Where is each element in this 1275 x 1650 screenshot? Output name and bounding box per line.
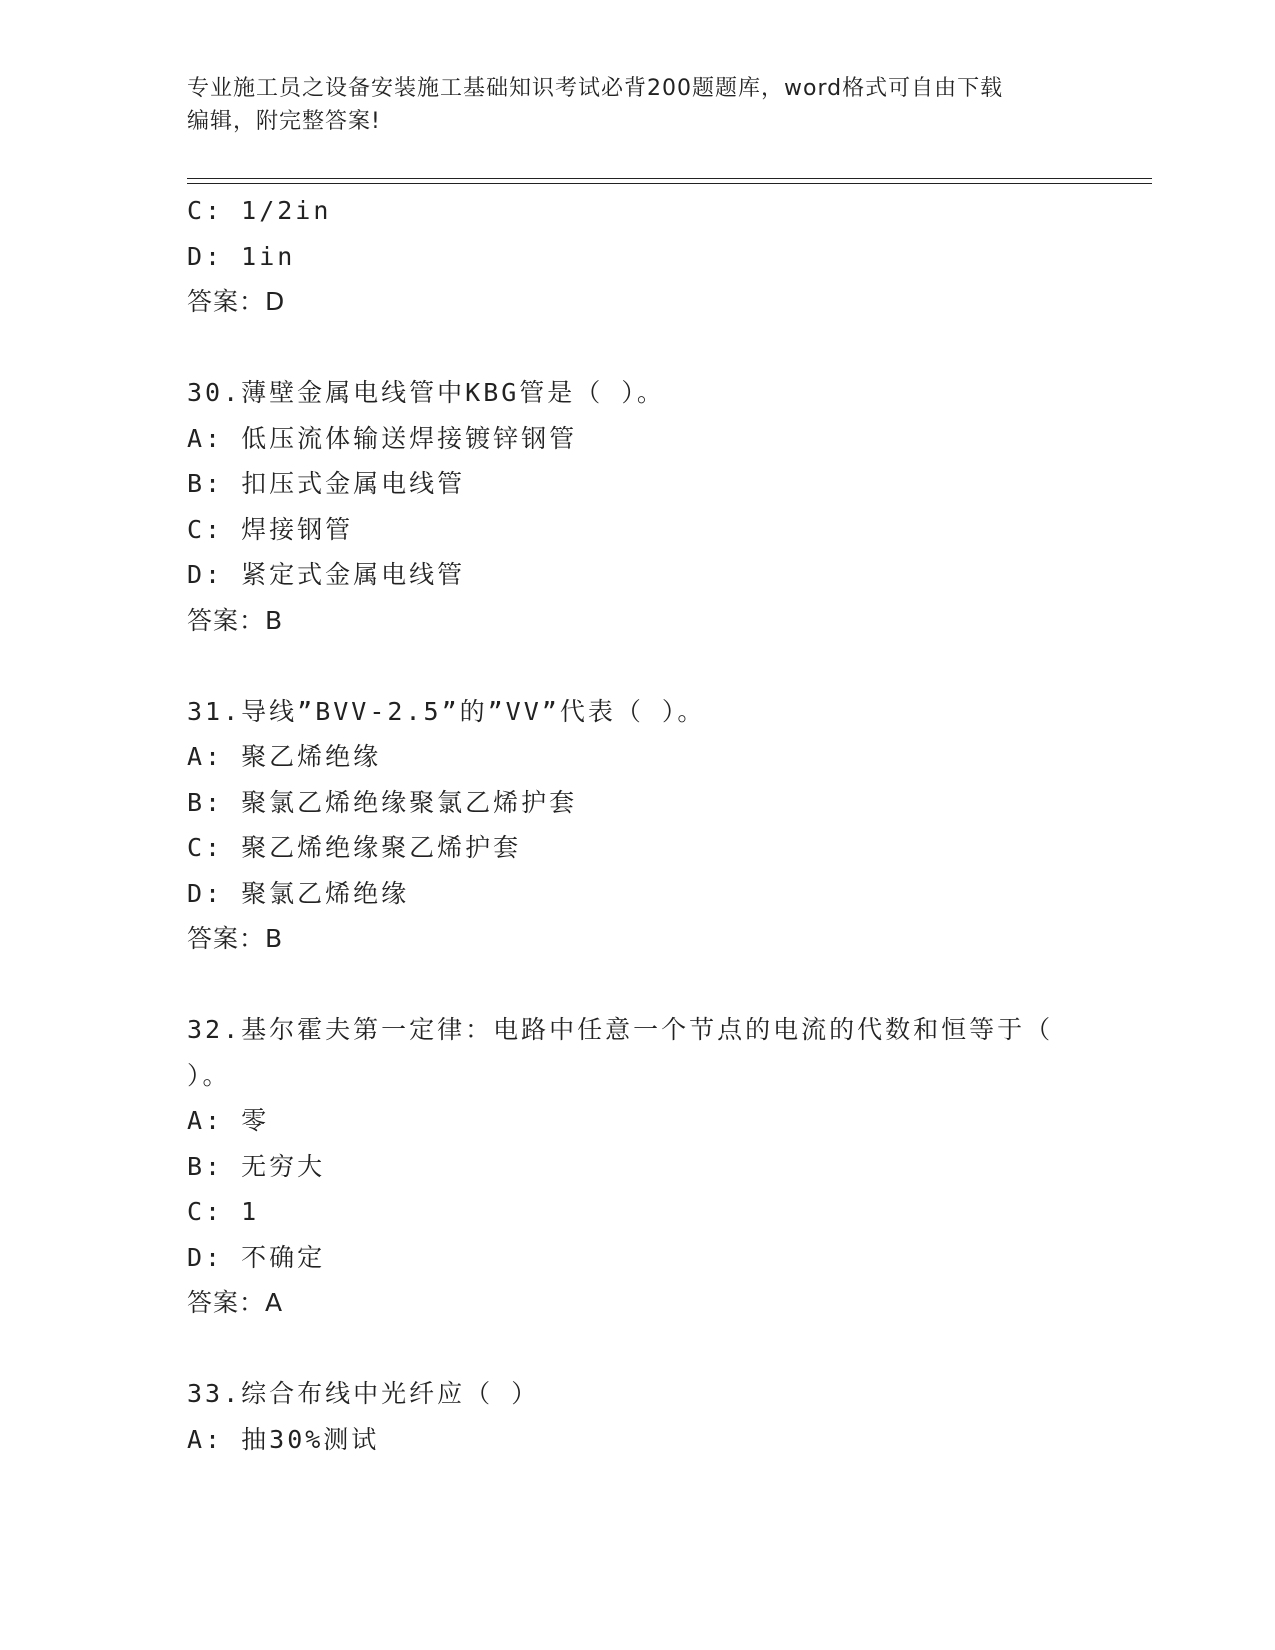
option-b: B: 聚氯乙烯绝缘聚氯乙烯护套 bbox=[187, 787, 578, 817]
question-gap bbox=[187, 1326, 1087, 1372]
option-a: A: 低压流体输送焊接镀锌钢管 bbox=[187, 423, 578, 453]
option-d: D: 1in bbox=[187, 241, 296, 271]
question-31 bbox=[187, 689, 1087, 962]
question-gap bbox=[187, 962, 1087, 1008]
question-stem: 30.薄壁金属电线管中KBG管是（ ）。 bbox=[187, 378, 665, 407]
answer-line: 答案：B bbox=[187, 605, 284, 635]
option-d: D: 紧定式金属电线管 bbox=[187, 560, 466, 589]
question-30 bbox=[187, 370, 1087, 643]
option-b: B: 无穷大 bbox=[187, 1151, 326, 1181]
option-a: A: 抽30%测试 bbox=[187, 1424, 380, 1454]
question-stem: 33.综合布线中光纤应（ ） bbox=[187, 1379, 540, 1408]
option-c: C: 聚乙烯绝缘聚乙烯护套 bbox=[187, 833, 522, 862]
header-title-line-1: 专业施工员之设备安装施工基础知识考试必背200题题库，word格式可自由下载 bbox=[187, 76, 1004, 101]
option-c: C: 1 bbox=[187, 1197, 260, 1226]
question-gap bbox=[187, 325, 1087, 371]
answer-line: 答案：D bbox=[187, 287, 286, 316]
question-stem: 31.导线”BVV-2.5”的”VV”代表（ ）。 bbox=[187, 696, 706, 726]
answer-line: 答案：B bbox=[187, 924, 284, 953]
question-33 bbox=[187, 1371, 1087, 1462]
option-d: D: 聚氯乙烯绝缘 bbox=[187, 878, 410, 908]
option-c: C: 焊接钢管 bbox=[187, 514, 354, 544]
header-rule-bottom bbox=[187, 183, 1152, 184]
option-a: A: 零 bbox=[187, 1106, 270, 1135]
question-29 bbox=[187, 188, 1087, 325]
option-c: C: 1/2in bbox=[187, 196, 332, 225]
option-d: D: 不确定 bbox=[187, 1242, 326, 1272]
answer-line: 答案：A bbox=[187, 1288, 284, 1317]
question-stem: 32.基尔霍夫第一定律：电路中任意一个节点的电流的代数和恒等于（ bbox=[187, 1015, 1054, 1044]
header-rule-top bbox=[187, 178, 1152, 179]
question-gap bbox=[187, 643, 1087, 689]
option-a: A: 聚乙烯绝缘 bbox=[187, 742, 382, 771]
question-list bbox=[187, 188, 1087, 1462]
question-stem-continued: ）。 bbox=[187, 1060, 231, 1090]
option-b: B: 扣压式金属电线管 bbox=[187, 469, 466, 498]
header-title-line-2: 编辑，附完整答案! bbox=[187, 109, 381, 134]
question-32 bbox=[187, 1007, 1087, 1326]
document-header bbox=[187, 72, 1087, 138]
